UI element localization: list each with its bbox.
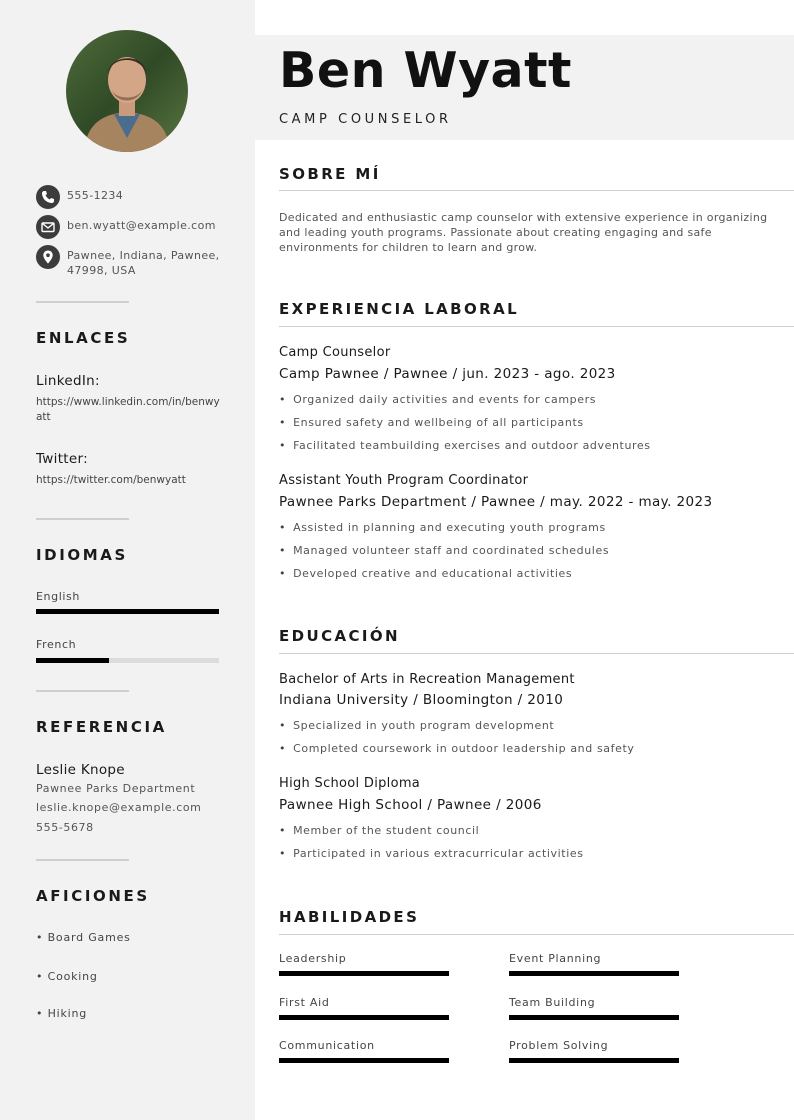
- phone-icon: [36, 185, 60, 209]
- contact-address-text: Pawnee, Indiana, Pawnee, 47998, USA: [67, 249, 220, 277]
- location-pin-icon: [36, 245, 60, 269]
- sidebar-divider: [36, 859, 129, 861]
- twitter-label: Twitter:: [36, 451, 88, 467]
- section-rule: [279, 190, 794, 191]
- hobbies-heading: AFICIONES: [36, 887, 150, 905]
- skill-level-bar: [509, 971, 679, 976]
- linkedin-url[interactable]: https://www.linkedin.com/in/benwyatt: [36, 396, 220, 423]
- job-bullet: • Developed creative and educational activities: [279, 567, 572, 580]
- skills-heading: HABILIDADES: [279, 908, 420, 926]
- skill-name: Problem Solving: [509, 1039, 609, 1052]
- job-entry-title: Assistant Youth Program Coordinator: [279, 473, 529, 488]
- language-level-bar: [36, 609, 219, 614]
- skill-level-bar: [279, 971, 449, 976]
- reference-org: Pawnee Parks Department: [36, 782, 196, 795]
- education-bullet: • Specialized in youth program development: [279, 719, 554, 732]
- contact-email-text[interactable]: ben.wyatt@example.com: [67, 219, 216, 232]
- experience-heading: EXPERIENCIA LABORAL: [279, 300, 520, 318]
- job-bullet: • Ensured safety and wellbeing of all participants: [279, 416, 584, 429]
- reference-heading: REFERENCIA: [36, 718, 167, 736]
- job-title: CAMP COUNSELOR: [279, 112, 452, 127]
- about-heading: SOBRE MÍ: [279, 165, 381, 183]
- languages-heading: IDIOMAS: [36, 546, 128, 564]
- education-heading: EDUCACIÓN: [279, 627, 400, 645]
- contact-phone-text: 555-1234: [67, 189, 124, 202]
- education-bullet: • Member of the student council: [279, 824, 479, 837]
- skill-level-bar: [279, 1015, 449, 1020]
- about-text: Dedicated and enthusiastic camp counselor with extensive experience in organizing and leading youth programs. Passionate about creating engaging and safe environments for children to learn and grow.: [279, 211, 768, 254]
- job-entry-subtitle: Pawnee Parks Department / Pawnee / may. 2022 - may. 2023: [279, 494, 713, 510]
- language-level-bar: [36, 658, 219, 663]
- mail-icon: [36, 215, 60, 239]
- language-name: French: [36, 638, 77, 651]
- skill-name: Team Building: [509, 996, 596, 1009]
- education-entry-subtitle: Pawnee High School / Pawnee / 2006: [279, 797, 542, 813]
- job-bullet: • Facilitated teambuilding exercises and outdoor adventures: [279, 439, 651, 452]
- job-bullet: • Assisted in planning and executing youth programs: [279, 521, 606, 534]
- sidebar-divider: [36, 301, 129, 303]
- hobby-item: • Cooking: [36, 970, 98, 983]
- reference-name: Leslie Knope: [36, 762, 125, 778]
- sidebar-divider: [36, 690, 129, 692]
- job-bullet: • Managed volunteer staff and coordinated schedules: [279, 544, 609, 557]
- section-rule: [279, 934, 794, 935]
- hobby-item: • Hiking: [36, 1007, 88, 1020]
- skill-name: Communication: [279, 1039, 375, 1052]
- language-name: English: [36, 590, 80, 603]
- job-entry-subtitle: Camp Pawnee / Pawnee / jun. 2023 - ago. 2023: [279, 366, 616, 382]
- twitter-url[interactable]: https://twitter.com/benwyatt: [36, 474, 186, 486]
- skill-level-bar: [509, 1015, 679, 1020]
- skill-name: First Aid: [279, 996, 330, 1009]
- language-level-fill: [36, 658, 109, 663]
- section-rule: [279, 326, 794, 327]
- skill-level-bar: [509, 1058, 679, 1063]
- skill-name: Leadership: [279, 952, 347, 965]
- section-rule: [279, 653, 794, 654]
- page-title: Ben Wyatt: [279, 42, 572, 99]
- sidebar-divider: [36, 518, 129, 520]
- language-level-fill: [36, 609, 219, 614]
- education-bullet: • Completed coursework in outdoor leadership and safety: [279, 742, 634, 755]
- reference-email[interactable]: leslie.knope@example.com: [36, 801, 202, 814]
- education-bullet: • Participated in various extracurricular activities: [279, 847, 584, 860]
- skill-level-bar: [279, 1058, 449, 1063]
- skill-name: Event Planning: [509, 952, 602, 965]
- links-heading: ENLACES: [36, 329, 131, 347]
- job-entry-title: Camp Counselor: [279, 345, 391, 360]
- education-entry-title: Bachelor of Arts in Recreation Management: [279, 672, 575, 687]
- linkedin-label: LinkedIn:: [36, 373, 100, 389]
- education-entry-title: High School Diploma: [279, 776, 421, 791]
- profile-photo: [66, 30, 188, 152]
- reference-phone: 555-5678: [36, 821, 94, 834]
- hobby-item: • Board Games: [36, 931, 131, 944]
- education-entry-subtitle: Indiana University / Bloomington / 2010: [279, 692, 564, 708]
- job-bullet: • Organized daily activities and events for campers: [279, 393, 596, 406]
